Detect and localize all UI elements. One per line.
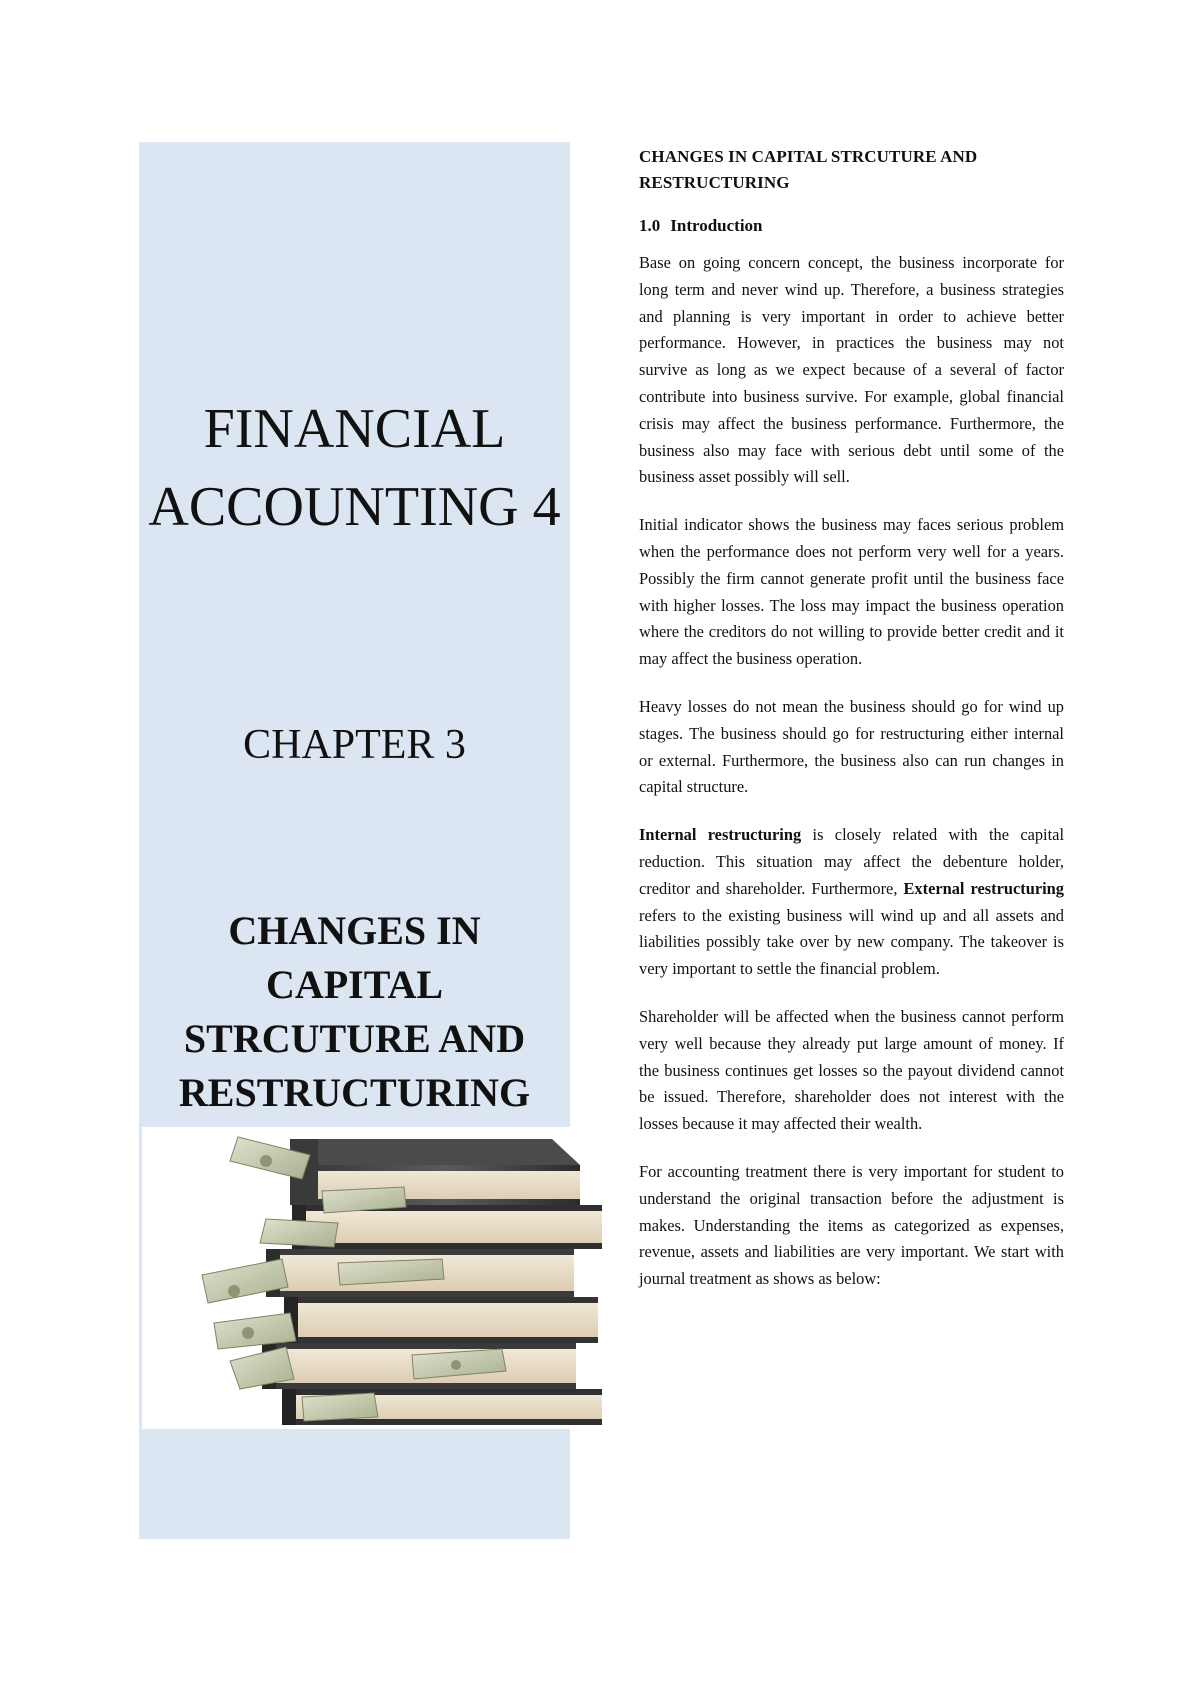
book-4 <box>284 1297 598 1343</box>
paragraph: Heavy losses do not mean the business should go for wind up stages. The business should go for restructuring either internal or external. Furthermore, the business also can run changes in capital structure. <box>639 696 1064 797</box>
cover-title-line: FINANCIAL <box>203 398 506 460</box>
article-column <box>639 144 1064 1314</box>
chapter-label: CHAPTER 3 <box>243 722 466 768</box>
paragraph: Shareholder will be affected when the business cannot perform very well because they already put large amount of money. If the business continues get losses so the payout dividend cannot be issued. Therefore, shareholder does not interest with the losses because it may affected their wealth. <box>639 1006 1064 1134</box>
section-heading <box>639 214 1064 238</box>
paragraph-text: refers to the existing business will wind up and all assets and liabilities possibly take over by new company. The takeover is very important to settle the financial problem. <box>639 905 1064 979</box>
section-title: Introduction <box>670 216 763 235</box>
cover-title-line: ACCOUNTING 4 <box>148 476 561 538</box>
cover-title <box>139 390 570 546</box>
term-external-restructuring: External restructuring <box>903 878 1064 898</box>
article-heading: CHANGES IN CAPITAL STRCUTURE AND RESTRUCTURING <box>639 147 978 192</box>
paragraph: Initial indicator shows the business may faces serious problem when the performance does not perform very well for a years. Possibly the firm cannot generate profit until the business face with higher losses. The loss may impact the business operation where the creditors do not willing to provide better credit and it may affect the business operation. <box>639 515 1064 669</box>
books-with-money-image <box>142 1127 602 1429</box>
paragraph-text: is closely related with the capital reduction. This situation may affect the debenture holder, creditor and shareholder. Furthermore, <box>639 825 1064 898</box>
section-number: 1.0 <box>639 216 661 235</box>
paragraph: For accounting treatment there is very important for student to understand the original transaction before the adjustment is makes. Understanding the items as categorized as expenses, revenue, assets and liabilities are very important. We start with journal treatment as shows as below: <box>639 1161 1064 1289</box>
cover-subtitle <box>139 904 570 1120</box>
cover-subtitle-line: CAPITAL <box>265 962 444 1007</box>
cover-subtitle-line: RESTRUCTURING <box>178 1070 531 1115</box>
paragraph <box>639 822 1064 983</box>
term-internal-restructuring: Internal restructuring <box>639 825 802 845</box>
cover-subtitle-line: STRCUTURE AND <box>183 1016 526 1061</box>
cover-subtitle-line: CHANGES IN <box>228 908 481 953</box>
paragraph: Base on going concern concept, the business incorporate for long term and never wind up. Therefore, a business strategies and planning is very important in order to achieve better performance. However, in practices the business may not survive as long as we expect because of a several of factor contribute into business survive. For example, global financial crisis may affect the business performance. Furthermore, the business also may face with serious debt until some of the business asset possibly will sell. <box>639 253 1064 487</box>
